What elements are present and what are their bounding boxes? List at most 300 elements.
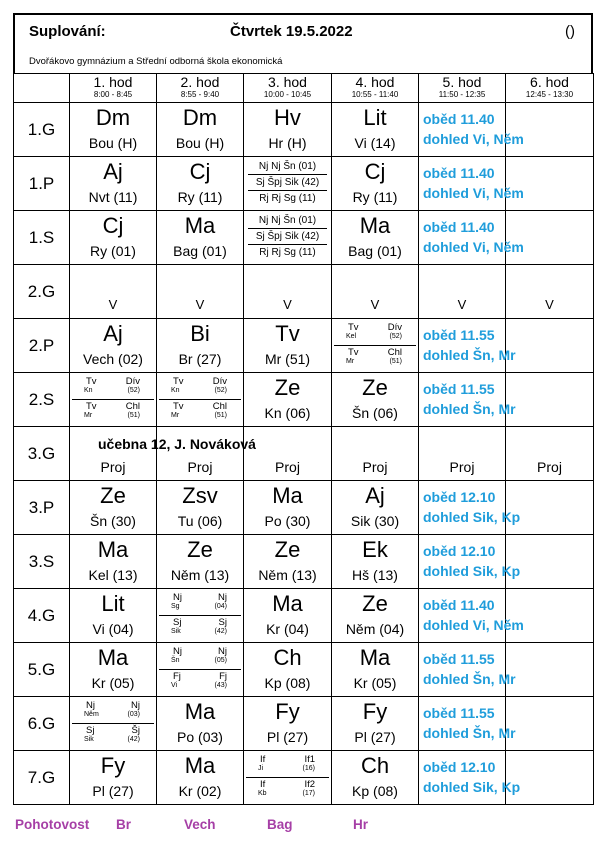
lesson-cell [332,643,419,697]
class-name: 6.G [27,714,56,733]
group-line: Nj Nj Šn (01) [248,213,327,229]
group-room: (51) [389,358,402,365]
hour-name: 6. hod [530,74,569,90]
lesson-cell [332,157,419,211]
timetable [13,73,594,805]
class-row [14,481,594,535]
class-cell [14,157,70,211]
lesson-cell [244,265,332,319]
group-room: (52) [214,387,227,394]
lunch-time: oběd 12.10 [423,543,496,559]
lesson-cell [157,481,244,535]
hour-name: 3. hod [268,74,307,90]
subject: Cj [364,159,386,184]
group-subject: Chl [387,347,402,358]
lesson-cell [157,643,244,697]
subject: Ze [362,375,388,400]
lesson-cell [332,751,419,805]
lesson-cell [70,427,256,481]
lunch-supervision: dohled Šn, Mr [423,401,516,417]
lesson-cell [244,373,332,427]
lesson-cell [244,319,332,373]
lesson-cell [157,751,244,805]
group-teacher: Kel [346,333,357,340]
group-half [72,699,154,724]
lesson-cell [332,427,419,481]
group-half [159,670,241,694]
lesson-cell [70,481,157,535]
lesson-cell [244,751,332,805]
teacher-room: Pl (27) [354,729,396,745]
lunch-supervision: dohled Šn, Mr [423,347,516,363]
class-cell [14,751,70,805]
sheet-paren: () [565,23,575,40]
lunch-time: oběd 11.55 [423,651,495,667]
standby-footer [13,817,593,837]
group-room: (51) [214,412,227,419]
teacher-room: Hš (13) [352,567,398,583]
lesson-cell [332,589,419,643]
group-line: Sj Špj Sik (42) [248,229,327,245]
group-room: (04) [214,603,227,610]
hour-header-cell [332,74,419,103]
teacher-room: Nvt (11) [88,189,138,205]
lesson-cell [419,535,521,589]
lesson-cell [70,697,157,751]
subject: Cj [189,159,211,184]
lunch-note [423,163,524,203]
subject: Cj [102,213,124,238]
lesson-cell [70,589,157,643]
subject: Lit [101,591,125,616]
group-teacher: Mr [171,412,180,419]
group-split [72,375,154,424]
lesson-cell [157,373,244,427]
hour-name: 4. hod [355,74,395,90]
subject: Dm [182,105,218,130]
group-subject: If [260,779,266,790]
teacher-room: Pl (27) [266,729,309,745]
lesson-cell [332,373,419,427]
class-name: 1.P [28,174,55,193]
group-subject: If1 [304,754,315,765]
lesson-cell [70,643,157,697]
teacher-room: Bou (H) [175,135,225,151]
group-room: (52) [389,333,402,340]
lesson-cell [244,589,332,643]
group-subject: Nj [218,592,227,603]
group-room: (05) [214,657,227,664]
group-subject: If2 [304,779,315,790]
class-row [14,319,594,373]
teacher-room: Po (03) [177,729,223,745]
subject: Ze [187,537,213,562]
lesson-cell [332,481,419,535]
group-half [72,724,154,748]
group-subject: Sj [173,617,182,628]
lesson-cell [70,211,157,265]
lunch-supervision: dohled Sik, Kp [423,563,521,579]
class-cell [14,373,70,427]
lesson-cell [70,103,157,157]
group-split [334,321,416,370]
group-teacher: Sg [171,603,180,610]
class-row [14,427,594,481]
lunch-supervision: dohled Šn, Mr [423,725,516,741]
teacher-room: Kr (04) [266,621,309,637]
group-subject: Nj [218,646,227,657]
subject: Fy [100,753,126,778]
hour-name: 1. hod [93,74,133,90]
lesson-cell [157,265,244,319]
lesson-cell [157,427,244,481]
group-subject: Dív [212,376,227,387]
group-half [159,616,241,640]
sheet-header [13,13,593,73]
group-half [72,375,154,400]
teacher-room: Pl (27) [92,783,134,799]
lesson-cell [419,751,521,805]
subject: Fy [275,699,300,724]
teacher-room: Bag (01) [173,243,227,259]
lesson-cell [244,427,332,481]
lunch-note [423,379,516,419]
teacher-room: Bou (H) [88,135,138,151]
teacher-room: Kr (05) [91,675,135,691]
class-name: 2.P [28,336,55,355]
group-teacher: Kn [84,387,93,394]
group-subject: Tv [348,322,359,333]
lunch-supervision: dohled Sik, Kp [423,509,521,525]
group-line: Rj Rj Sg (11) [259,247,316,258]
hour-time: 11:50 - 12:35 [438,90,486,99]
hour-time: 10:55 - 11:40 [351,90,399,99]
lunch-supervision: dohled Vi, Něm [423,131,524,147]
sheet-title: Suplování: [29,23,106,40]
project-label: Proj [275,459,300,475]
project-label: Proj [100,459,126,475]
teacher-room: Kel (13) [88,567,138,583]
lesson-cell [419,157,524,211]
school-name: Dvořákovo gymnázium a Střední odborná škola ekonomická [29,56,283,67]
teacher-room: Sik (30) [350,513,400,529]
group-teacher: Ji [258,765,264,772]
free-mark: V [108,297,118,312]
lesson-cell [419,373,516,427]
class-cell [14,211,70,265]
lunch-note [423,541,520,581]
lesson-cell [506,373,594,427]
lesson-cell [332,211,419,265]
free-mark: V [195,297,205,312]
class-row [14,103,594,157]
lesson-cell [332,265,419,319]
class-row [14,265,594,319]
lesson-cell [332,535,419,589]
lunch-time: oběd 12.10 [423,759,496,775]
hours-header-row [14,74,594,103]
lesson-cell [506,643,594,697]
subject: Ma [97,537,129,562]
lesson-cell [332,103,419,157]
group-teacher: Kn [171,387,180,394]
lunch-time: oběd 12.10 [423,489,496,505]
group-subject: Tv [173,401,184,412]
class-cell [14,643,70,697]
lesson-cell [157,103,244,157]
lunch-note [423,217,524,257]
class-cell [14,427,70,481]
group-half [334,321,416,346]
lunch-supervision: dohled Vi, Něm [423,185,524,201]
lunch-note [423,487,520,527]
lunch-note [423,757,520,797]
group-teacher: Něm [84,711,99,718]
group-subject: Tv [86,376,97,387]
group-split [248,213,327,260]
subject: Fy [362,699,388,724]
group-line: Rj Rj Sg (11) [259,193,316,204]
lesson-cell [506,265,594,319]
group-teacher: Šn [171,657,180,664]
group-room: (17) [302,790,315,797]
group-subject: Chl [212,401,227,412]
lesson-cell [419,589,524,643]
subject: Ze [362,591,388,616]
teacher-room: Kp (08) [264,675,311,691]
subject: Ma [272,483,303,508]
lesson-cell [157,589,244,643]
subject: Tv [275,321,300,346]
lunch-supervision: dohled Vi, Něm [423,239,524,255]
substitution-sheet [13,13,593,805]
class-row [14,751,594,805]
group-subject: Tv [86,401,97,412]
group-subject: Tv [173,376,184,387]
lesson-cell [70,751,157,805]
class-name: 1.G [27,120,56,139]
lesson-cell [70,319,157,373]
subject: Ma [359,645,391,670]
subject: Lit [363,105,387,130]
teacher-room: Tu (06) [177,513,223,529]
lesson-cell [244,481,332,535]
subject: Zsv [182,483,218,508]
lunch-supervision: dohled Šn, Mr [423,671,516,687]
project-label: Proj [537,459,562,475]
subject: Ma [272,591,303,616]
class-cell [14,535,70,589]
lunch-note [423,703,516,743]
lesson-cell [332,697,419,751]
teacher-room: Něm (04) [345,621,405,637]
lunch-time: oběd 11.40 [423,111,495,127]
lesson-cell [70,157,157,211]
group-subject: Sj [86,725,95,736]
teacher-room: Kr (05) [353,675,397,691]
lunch-supervision: dohled Sik, Kp [423,779,521,795]
lesson-cell [419,427,506,481]
lesson-cell [419,481,521,535]
teacher-room: Kn (06) [264,405,311,421]
teacher-room: Vech (02) [83,351,143,367]
group-half [246,753,329,778]
subject: Ma [184,753,216,778]
lesson-cell [419,319,516,373]
group-split [159,375,241,424]
class-cell [14,589,70,643]
teacher-room: Šn (06) [352,405,398,421]
lesson-cell [506,319,594,373]
subject: Bi [190,321,210,346]
group-teacher: Sik [84,736,94,743]
standby-teacher: Vech [184,817,216,832]
group-line: Sj Špj Sik (42) [248,175,327,191]
class-name: 4.G [27,606,56,625]
hour-header-cell [419,74,506,103]
standby-teacher: Hr [353,817,369,832]
group-subject: Sj [218,617,227,628]
group-room: (42) [127,736,140,743]
teacher-room: Br (27) [178,351,222,367]
teacher-room: Hr (H) [268,135,307,151]
class-row [14,697,594,751]
lesson-cell [419,103,524,157]
group-room: (51) [127,412,140,419]
lesson-cell [244,103,332,157]
lunch-time: oběd 11.40 [423,219,495,235]
subject: Ma [97,645,129,670]
hour-header-cell [506,74,594,103]
class-row [14,373,594,427]
hour-time: 10:00 - 10:45 [263,90,312,99]
free-mark: V [283,297,292,312]
group-teacher: Mr [84,412,93,419]
class-row [14,535,594,589]
project-label: Proj [449,459,475,475]
group-subject: Fj [173,671,181,682]
class-name: 2.S [28,390,55,409]
lesson-cell [244,535,332,589]
group-room: (03) [127,711,140,718]
teacher-room: Kr (02) [178,783,222,799]
subject: Ma [184,213,216,238]
subject: Aj [103,159,123,184]
class-name: 3.P [28,498,55,517]
teacher-room: Vi (04) [92,621,134,637]
lesson-cell [506,697,594,751]
class-row [14,589,594,643]
teacher-room: Ry (01) [90,243,136,259]
lunch-note [423,109,524,149]
group-half [246,778,329,802]
class-cell [14,697,70,751]
room-banner: učebna 12, J. Nováková [98,436,256,452]
class-cell [14,481,70,535]
lesson-cell [70,265,157,319]
lesson-cell [506,427,594,481]
group-subject: Nj [173,646,182,657]
group-split [248,159,327,206]
lunch-time: oběd 11.55 [423,327,495,343]
group-room: (42) [214,628,227,635]
hour-name: 5. hod [442,74,482,90]
free-mark: V [370,297,380,312]
free-mark: V [457,297,467,312]
group-half [159,400,241,424]
group-teacher: Kb [258,790,267,797]
group-subject: Dív [125,376,140,387]
project-label: Proj [362,459,388,475]
group-half [159,645,241,670]
lunch-time: oběd 11.40 [423,165,495,181]
lesson-cell [157,697,244,751]
group-half [334,346,416,370]
group-room: (16) [302,765,315,772]
lesson-cell [244,697,332,751]
standby-teacher: Bag [267,817,293,832]
group-half [159,591,241,616]
class-row [14,211,594,265]
standby-label: Pohotovost [15,817,90,832]
group-subject: Nj [173,592,182,603]
lunch-time: oběd 11.55 [423,705,495,721]
lesson-cell [419,697,516,751]
teacher-room: Něm (13) [258,567,317,583]
group-half [159,375,241,400]
standby-teacher: Br [116,817,132,832]
lesson-cell [419,211,524,265]
class-cell [14,103,70,157]
class-name: 3.S [28,552,55,571]
lesson-cell [244,157,332,211]
teacher-room: Šn (30) [90,513,136,529]
group-teacher: Vi [171,682,178,689]
subject: Ma [184,699,216,724]
subject: Ze [100,483,126,508]
lunch-time: oběd 11.55 [423,381,495,397]
group-subject: If [260,754,266,765]
lesson-cell [70,373,157,427]
group-split [246,753,329,802]
subject: Ze [274,375,301,400]
lesson-cell [157,211,244,265]
teacher-room: Bag (01) [348,243,402,259]
subject: Ch [273,645,302,670]
group-subject: Nj [131,700,140,711]
hour-time: 12:45 - 13:30 [525,90,574,99]
subject: Ek [362,537,388,562]
class-cell [14,319,70,373]
lesson-cell [157,157,244,211]
free-mark: V [545,297,554,312]
class-name: 2.G [27,282,56,301]
hour-time: 8:00 - 8:45 [93,90,133,99]
lesson-cell [244,211,332,265]
teacher-room: Vi (14) [354,135,396,151]
group-subject: Nj [86,700,95,711]
teacher-room: Mr (51) [264,351,311,367]
subject: Ze [274,537,301,562]
lesson-cell [157,319,244,373]
group-split [159,591,241,640]
subject: Dm [95,105,131,130]
teacher-room: Ry (11) [177,189,223,205]
class-name: 5.G [27,660,56,679]
group-subject: Tv [348,347,359,358]
class-name: 7.G [27,768,56,787]
group-subject: Fj [219,671,227,682]
